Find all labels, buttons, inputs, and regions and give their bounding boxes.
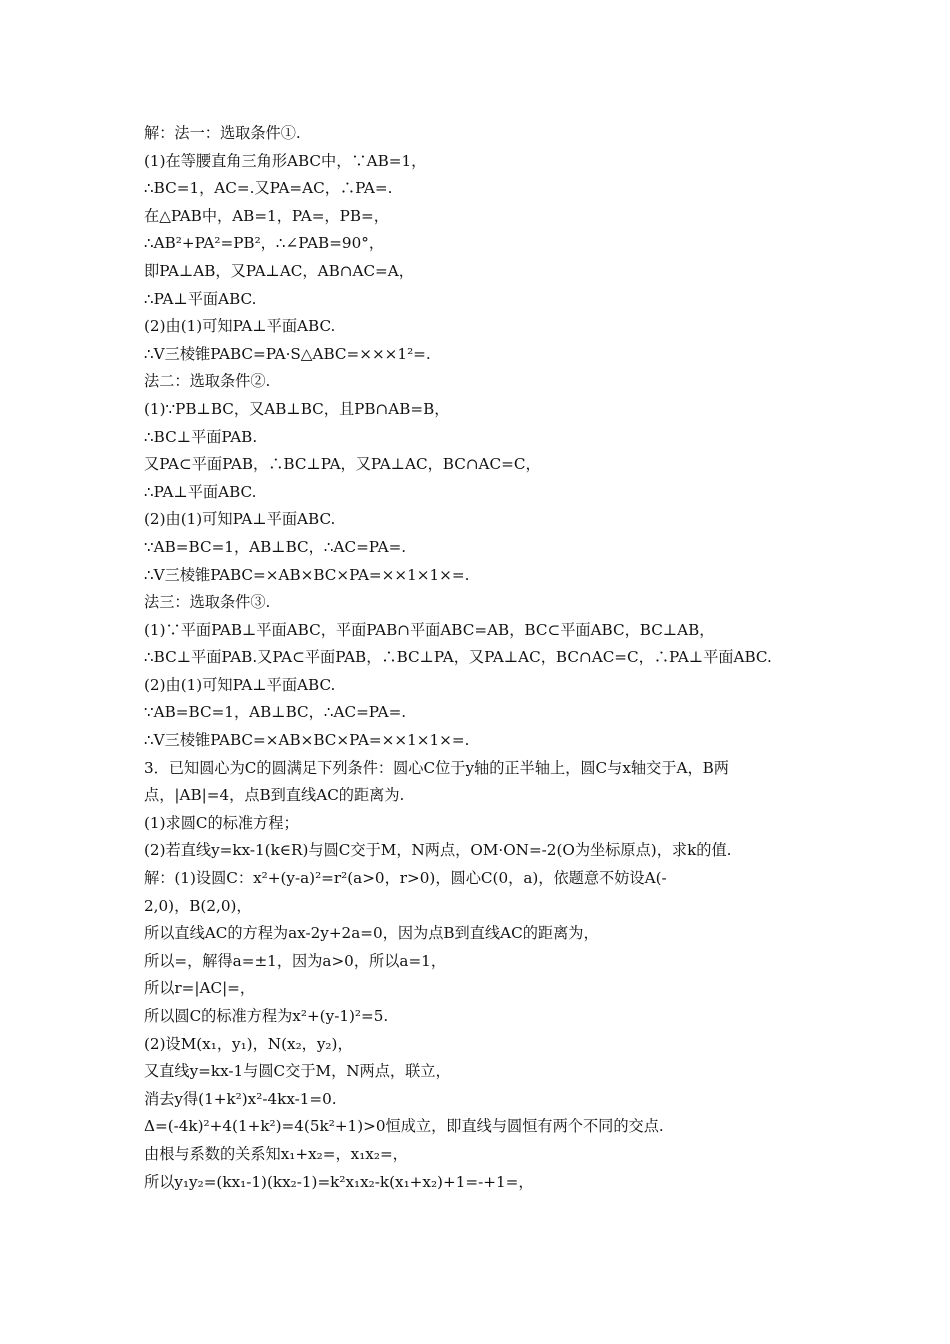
text-line: ∴V三棱锥PABC=×AB×BC×PA=××1×1×=. <box>144 731 470 750</box>
text-line: 3．已知圆心为C的圆满足下列条件：圆心C位于y轴的正半轴上，圆C与x轴交于A，B两 <box>144 758 729 777</box>
text-line: 在△PAB中，AB=1，PA=，PB=， <box>144 206 389 225</box>
solution-text-block <box>144 120 814 1196</box>
text-line: 2,0)，B(2,0)， <box>144 896 252 915</box>
text-line: ∴BC⊥平面PAB. <box>144 427 258 446</box>
text-line: ∴BC⊥平面PAB.又PA⊂平面PAB，∴BC⊥PA，又PA⊥AC，BC∩AC=C，∴PA⊥平面ABC. <box>144 648 772 667</box>
text-line: 解：(1)设圆C：x²+(y-a)²=r²(a>0，r>0)，圆心C(0，a)，依题意不妨设A(- <box>144 869 667 888</box>
text-line: Δ=(-4k)²+4(1+k²)=4(5k²+1)>0恒成立，即直线与圆恒有两个不同的交点. <box>144 1117 664 1136</box>
text-line: (2)设M(x₁，y₁)，N(x₂，y₂)， <box>144 1034 353 1053</box>
text-line: (2)由(1)可知PA⊥平面ABC. <box>144 317 336 336</box>
text-line: ∵AB=BC=1，AB⊥BC，∴AC=PA=. <box>144 703 407 722</box>
text-line: ∴PA⊥平面ABC. <box>144 289 257 308</box>
text-line: 所以直线AC的方程为ax-2y+2a=0，因为点B到直线AC的距离为， <box>144 924 599 943</box>
text-line: 解：法一：选取条件①. <box>144 124 301 142</box>
text-line: ∴PA⊥平面ABC. <box>144 482 257 501</box>
text-line: 法三：选取条件③. <box>144 593 271 612</box>
text-line: 所以r=|AC|=， <box>144 979 256 998</box>
text-line: 又PA⊂平面PAB，∴BC⊥PA，又PA⊥AC，BC∩AC=C， <box>144 455 541 474</box>
text-line: (2)由(1)可知PA⊥平面ABC. <box>144 510 336 529</box>
text-line: (1)求圆C的标准方程； <box>144 813 299 832</box>
text-line: 由根与系数的关系知x₁+x₂=，x₁x₂=， <box>144 1144 408 1163</box>
text-line: (1)∵平面PAB⊥平面ABC，平面PAB∩平面ABC=AB，BC⊂平面ABC，BC⊥AB， <box>144 620 715 639</box>
text-line: 又直线y=kx-1与圆C交于M，N两点，联立， <box>144 1062 451 1081</box>
text-line: 点，|AB|=4，点B到直线AC的距离为. <box>144 786 405 805</box>
text-line: ∴BC=1，AC=.又PA=AC，∴PA=. <box>144 179 393 198</box>
text-line: (2)由(1)可知PA⊥平面ABC. <box>144 675 336 694</box>
text-line: 所以y₁y₂=(kx₁-1)(kx₂-1)=k²x₁x₂-k(x₁+x₂)+1=-+1=， <box>144 1172 534 1191</box>
text-line: 所以=，解得a=±1，因为a>0，所以a=1， <box>144 951 447 970</box>
text-line: 所以圆C的标准方程为x²+(y-1)²=5. <box>144 1007 389 1025</box>
text-line: (1)在等腰直角三角形ABC中，∵AB=1， <box>144 151 427 170</box>
text-line: (2)若直线y=kx-1(k∈R)与圆C交于M，N两点，OM·ON=-2(O为坐标原点)，求k的值. <box>144 841 732 860</box>
text-line: 消去y得(1+k²)x²-4kx-1=0. <box>144 1089 337 1108</box>
text-line: 法二：选取条件②. <box>144 372 271 391</box>
text-line: ∴AB²+PA²=PB²，∴∠PAB=90°， <box>144 234 385 253</box>
text-line: ∴V三棱锥PABC=×AB×BC×PA=××1×1×=. <box>144 565 470 584</box>
text-line: 即PA⊥AB，又PA⊥AC，AB∩AC=A， <box>144 261 414 280</box>
text-line: ∵AB=BC=1，AB⊥BC，∴AC=PA=. <box>144 537 407 556</box>
text-line: ∴V三棱锥PABC=PA·S△ABC=×××1²=. <box>144 344 431 363</box>
text-line: (1)∵PB⊥BC，又AB⊥BC，且PB∩AB=B， <box>144 399 450 418</box>
